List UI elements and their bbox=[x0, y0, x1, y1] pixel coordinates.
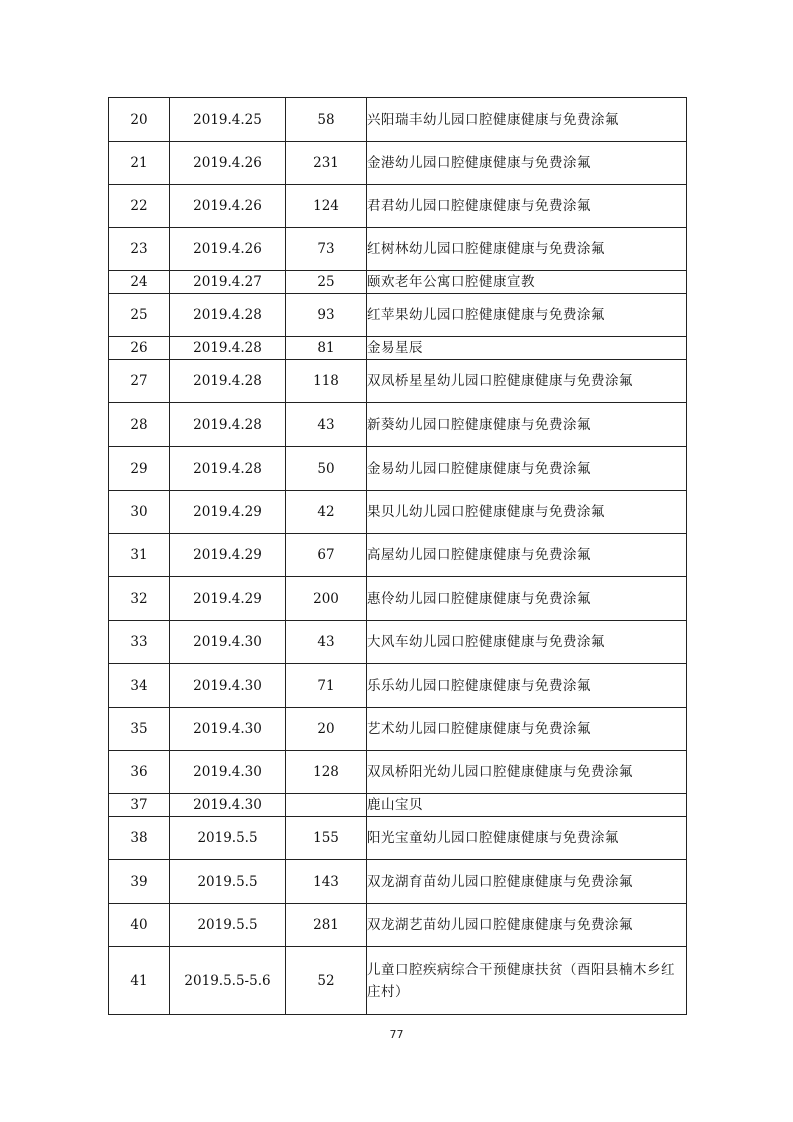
row-date: 2019.4.26 bbox=[170, 185, 286, 228]
row-count: 73 bbox=[286, 228, 367, 271]
row-description: 双凤桥星星幼儿园口腔健康健康与免费涂氟 bbox=[367, 360, 687, 403]
row-description: 金易幼儿园口腔健康健康与免费涂氟 bbox=[367, 447, 687, 491]
row-description: 兴阳瑞丰幼儿园口腔健康健康与免费涂氟 bbox=[367, 98, 687, 142]
row-count: 58 bbox=[286, 98, 367, 142]
row-number: 27 bbox=[109, 360, 170, 403]
table-row bbox=[109, 708, 687, 751]
row-count: 128 bbox=[286, 751, 367, 794]
row-number: 25 bbox=[109, 294, 170, 337]
table-row bbox=[109, 751, 687, 794]
row-count: 231 bbox=[286, 142, 367, 185]
row-number: 38 bbox=[109, 817, 170, 860]
table-row bbox=[109, 360, 687, 403]
row-date: 2019.4.28 bbox=[170, 294, 286, 337]
table-row bbox=[109, 621, 687, 664]
row-date: 2019.4.28 bbox=[170, 403, 286, 447]
table-row bbox=[109, 403, 687, 447]
row-number: 37 bbox=[109, 794, 170, 817]
table-row bbox=[109, 491, 687, 534]
row-description: 双龙湖艺苗幼儿园口腔健康健康与免费涂氟 bbox=[367, 904, 687, 947]
row-description: 金港幼儿园口腔健康健康与免费涂氟 bbox=[367, 142, 687, 185]
row-date: 2019.4.30 bbox=[170, 708, 286, 751]
table-row bbox=[109, 947, 687, 1015]
table-row bbox=[109, 142, 687, 185]
row-count: 81 bbox=[286, 337, 367, 360]
row-number: 22 bbox=[109, 185, 170, 228]
row-description: 双龙湖育苗幼儿园口腔健康健康与免费涂氟 bbox=[367, 860, 687, 904]
row-description: 红苹果幼儿园口腔健康健康与免费涂氟 bbox=[367, 294, 687, 337]
row-number: 39 bbox=[109, 860, 170, 904]
row-description: 阳光宝童幼儿园口腔健康健康与免费涂氟 bbox=[367, 817, 687, 860]
row-date: 2019.4.28 bbox=[170, 447, 286, 491]
row-number: 23 bbox=[109, 228, 170, 271]
row-number: 20 bbox=[109, 98, 170, 142]
row-date: 2019.4.30 bbox=[170, 751, 286, 794]
table-row bbox=[109, 664, 687, 708]
row-count: 71 bbox=[286, 664, 367, 708]
row-date: 2019.4.29 bbox=[170, 534, 286, 577]
row-description: 惠伶幼儿园口腔健康健康与免费涂氟 bbox=[367, 577, 687, 621]
row-number: 35 bbox=[109, 708, 170, 751]
table-row bbox=[109, 228, 687, 271]
row-count: 50 bbox=[286, 447, 367, 491]
row-count: 200 bbox=[286, 577, 367, 621]
table-row bbox=[109, 534, 687, 577]
row-number: 32 bbox=[109, 577, 170, 621]
row-count: 25 bbox=[286, 271, 367, 294]
row-date: 2019.4.25 bbox=[170, 98, 286, 142]
row-count: 43 bbox=[286, 403, 367, 447]
row-description: 双凤桥阳光幼儿园口腔健康健康与免费涂氟 bbox=[367, 751, 687, 794]
row-count bbox=[286, 794, 367, 817]
table-row bbox=[109, 98, 687, 142]
row-number: 31 bbox=[109, 534, 170, 577]
table-row bbox=[109, 794, 687, 817]
row-count: 118 bbox=[286, 360, 367, 403]
row-description: 金易星辰 bbox=[367, 337, 687, 360]
row-description: 高屋幼儿园口腔健康健康与免费涂氟 bbox=[367, 534, 687, 577]
row-count: 155 bbox=[286, 817, 367, 860]
row-date: 2019.5.5-5.6 bbox=[170, 947, 286, 1015]
row-count: 281 bbox=[286, 904, 367, 947]
table-row bbox=[109, 271, 687, 294]
row-count: 20 bbox=[286, 708, 367, 751]
row-number: 29 bbox=[109, 447, 170, 491]
row-description: 鹿山宝贝 bbox=[367, 794, 687, 817]
row-date: 2019.4.27 bbox=[170, 271, 286, 294]
row-number: 34 bbox=[109, 664, 170, 708]
row-description: 新葵幼儿园口腔健康健康与免费涂氟 bbox=[367, 403, 687, 447]
row-date: 2019.4.29 bbox=[170, 577, 286, 621]
row-number: 41 bbox=[109, 947, 170, 1015]
table-row bbox=[109, 904, 687, 947]
row-count: 52 bbox=[286, 947, 367, 1015]
row-number: 36 bbox=[109, 751, 170, 794]
row-description: 大风车幼儿园口腔健康健康与免费涂氟 bbox=[367, 621, 687, 664]
row-date: 2019.4.28 bbox=[170, 337, 286, 360]
row-date: 2019.4.29 bbox=[170, 491, 286, 534]
table-row bbox=[109, 577, 687, 621]
row-date: 2019.5.5 bbox=[170, 817, 286, 860]
table-row bbox=[109, 294, 687, 337]
row-count: 143 bbox=[286, 860, 367, 904]
table-row bbox=[109, 185, 687, 228]
row-description: 艺术幼儿园口腔健康健康与免费涂氟 bbox=[367, 708, 687, 751]
row-description: 乐乐幼儿园口腔健康健康与免费涂氟 bbox=[367, 664, 687, 708]
row-number: 30 bbox=[109, 491, 170, 534]
row-count: 42 bbox=[286, 491, 367, 534]
row-count: 93 bbox=[286, 294, 367, 337]
row-description: 果贝儿幼儿园口腔健康健康与免费涂氟 bbox=[367, 491, 687, 534]
row-number: 28 bbox=[109, 403, 170, 447]
row-date: 2019.4.30 bbox=[170, 664, 286, 708]
row-date: 2019.4.30 bbox=[170, 794, 286, 817]
table-row bbox=[109, 860, 687, 904]
row-number: 24 bbox=[109, 271, 170, 294]
row-description: 君君幼儿园口腔健康健康与免费涂氟 bbox=[367, 185, 687, 228]
table-row bbox=[109, 337, 687, 360]
row-date: 2019.4.30 bbox=[170, 621, 286, 664]
row-number: 40 bbox=[109, 904, 170, 947]
page-number: 77 bbox=[389, 1028, 404, 1041]
row-description: 儿童口腔疾病综合干预健康扶贫（酉阳县楠木乡红庄村） bbox=[367, 947, 687, 1015]
row-date: 2019.5.5 bbox=[170, 904, 286, 947]
row-description: 颐欢老年公寓口腔健康宣教 bbox=[367, 271, 687, 294]
row-date: 2019.4.26 bbox=[170, 142, 286, 185]
table-row bbox=[109, 817, 687, 860]
row-number: 26 bbox=[109, 337, 170, 360]
row-description: 红树林幼儿园口腔健康健康与免费涂氟 bbox=[367, 228, 687, 271]
records-table-body bbox=[109, 98, 687, 1015]
row-date: 2019.4.26 bbox=[170, 228, 286, 271]
row-count: 124 bbox=[286, 185, 367, 228]
row-count: 43 bbox=[286, 621, 367, 664]
row-count: 67 bbox=[286, 534, 367, 577]
table-row bbox=[109, 447, 687, 491]
row-number: 33 bbox=[109, 621, 170, 664]
row-date: 2019.5.5 bbox=[170, 860, 286, 904]
records-table bbox=[108, 97, 687, 1015]
row-number: 21 bbox=[109, 142, 170, 185]
row-date: 2019.4.28 bbox=[170, 360, 286, 403]
